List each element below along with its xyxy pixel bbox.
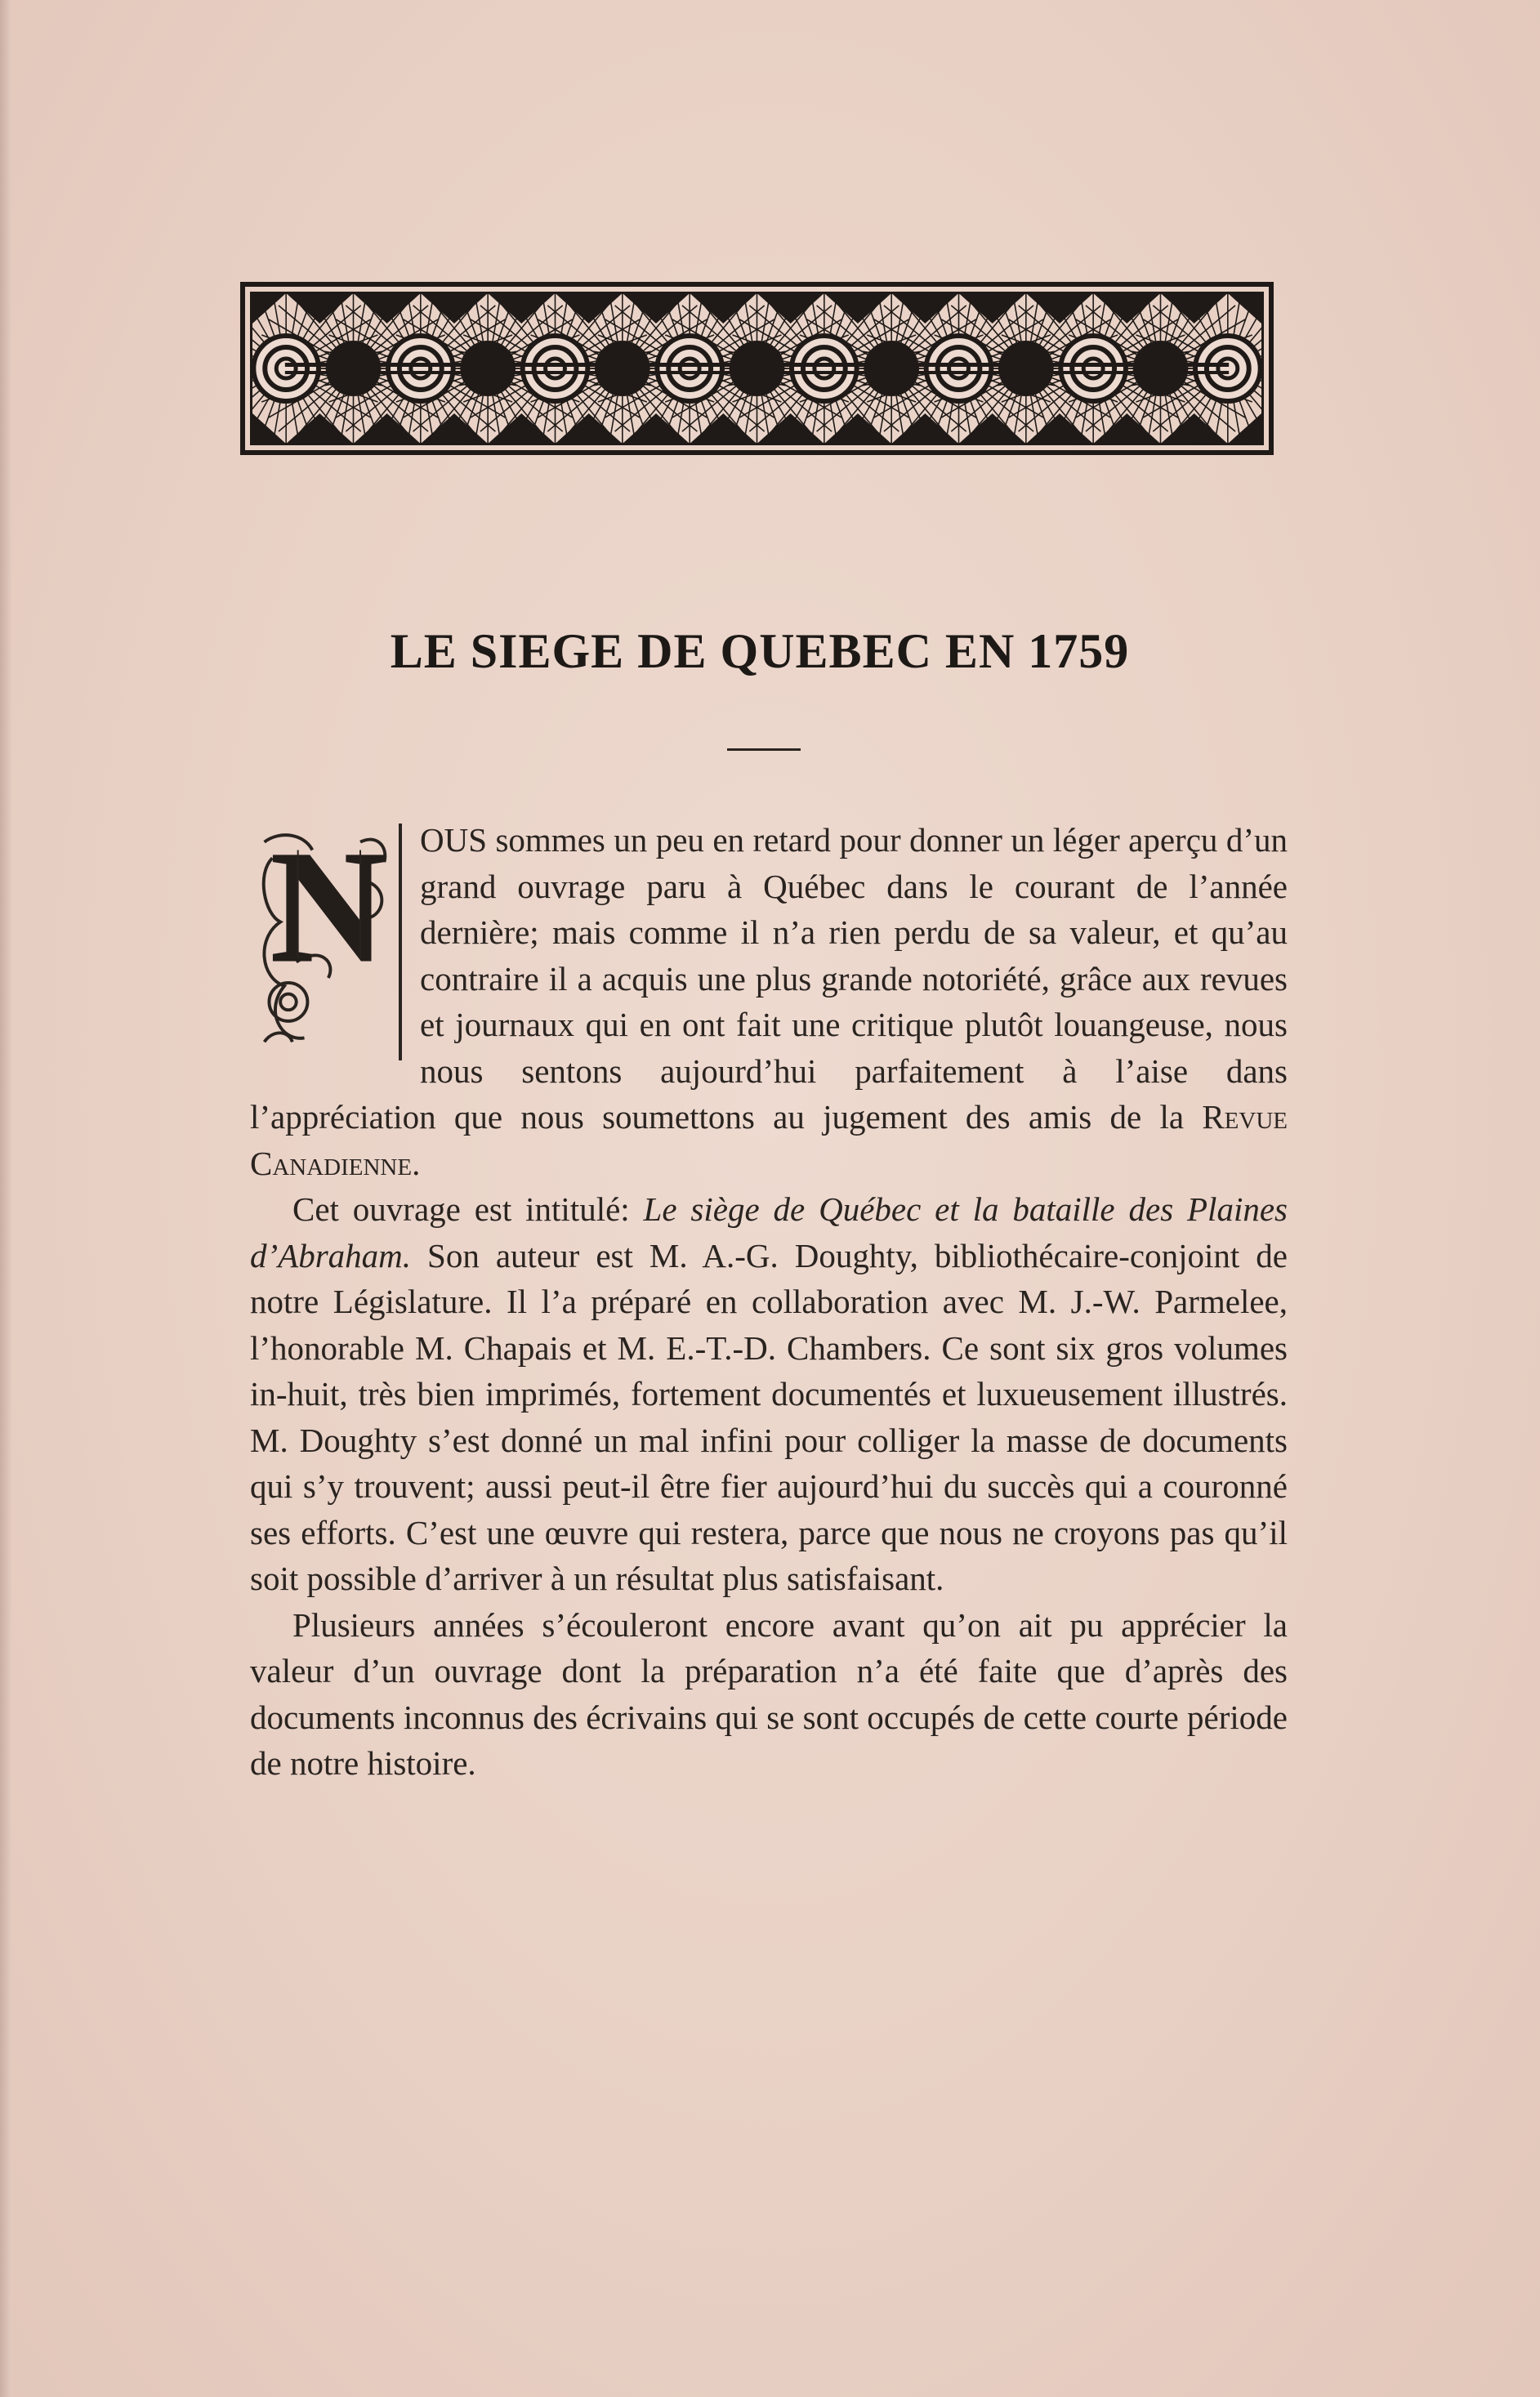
- sunburst-ornament-icon: [252, 294, 1261, 443]
- paragraph-2-text: Son auteur est M. A.-G. Doughty, bibliothécaire-conjoint de notre Législature. Il l’a préparé en collaboration avec M. J.-W. Parmelee, l’honorable M. Chapais et M. E.-T.-D. Chambers. Ce sont six gros volumes in-huit, très bien imprimés, fortement documentés et luxueusement illustrés. M. Doughty s’est donné un mal infini pour colliger la masse de documents qui s’y trouvent; aussi peut-il être fier aujourd’hui du succès qui a couronné ses efforts. C’est une œuvre qui restera, parce que nous ne croyons pas qu’il soit possible d’arriver à un résultat plus satisfaisant.: [250, 1236, 1288, 1597]
- title-divider: [727, 748, 801, 751]
- drop-cap: [248, 824, 402, 1060]
- ornamental-headpiece: [240, 282, 1274, 455]
- journal-name: Revue Canadienne: [250, 1098, 1288, 1182]
- paragraph-1-end: .: [412, 1144, 421, 1182]
- article-body: [250, 817, 1288, 1787]
- article-title: LE SIEGE DE QUEBEC EN 1759: [390, 624, 1130, 678]
- paragraph-3: Plusieurs années s’écouleront encore avant qu’on ait pu apprécier la valeur d’un ouvrage dont la préparation n’a été faite que d’après des documents inconnus des écrivains qui se sont occupés de cette courte période de notre histoire.: [250, 1605, 1288, 1782]
- paragraph-2-start: Cet ouvrage est intitulé:: [292, 1190, 644, 1228]
- page-edge: [0, 0, 11, 2397]
- paragraph-2: [250, 1186, 1288, 1602]
- book-title: Le siège de Québec et la bataille des Plaines d’Abraham.: [250, 1190, 1288, 1274]
- paragraph-1-text: OUS sommes un peu en retard pour donner un léger aperçu d’un grand ouvrage paru à Québec dans le courant de l’année dernière; mais comme il n’a rien perdu de sa valeur, et qu’au contraire il a acquis une plus grande notoriété, grâce aux revues et journaux qui en ont fait une critique plutôt louangeuse, nous nous sentons aujourd’hui parfaitement à l’aise dans l’appréciation que nous soumettons au jugement des amis de la: [250, 821, 1288, 1136]
- drop-cap-letter: N: [270, 824, 386, 996]
- paragraph-1: [250, 817, 1288, 1186]
